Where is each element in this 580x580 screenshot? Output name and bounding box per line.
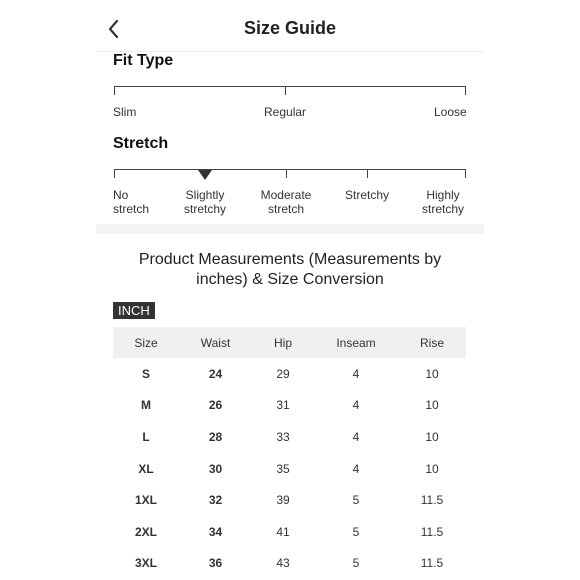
stretch-scale bbox=[114, 169, 466, 170]
cell-hip: 33 bbox=[276, 429, 290, 444]
table-row bbox=[113, 453, 466, 485]
cell-hip: 29 bbox=[276, 366, 290, 381]
cell-size: 2XL bbox=[134, 524, 157, 539]
cell-inseam: 4 bbox=[352, 398, 360, 413]
stretch-tick-1 bbox=[114, 169, 115, 178]
measurements-title: Product Measurements (Measurements by inches) & Size Conversion bbox=[138, 251, 442, 288]
stretch-option-stretchy: Stretchy bbox=[344, 188, 389, 202]
cell-size: S bbox=[141, 366, 150, 381]
cell-inseam: 4 bbox=[352, 429, 360, 444]
fit-type-scale bbox=[114, 86, 466, 87]
cell-size: M bbox=[141, 398, 151, 413]
table-row bbox=[113, 484, 466, 516]
stretch-option-no-stretch: No stretch bbox=[113, 188, 150, 216]
cell-hip: 31 bbox=[276, 398, 290, 413]
cell-size: XL bbox=[138, 461, 154, 476]
stretch-title: Stretch bbox=[113, 135, 169, 152]
page-title: Size Guide bbox=[243, 18, 337, 38]
cell-rise: 10 bbox=[425, 429, 439, 444]
column-header-rise: Rise bbox=[398, 327, 466, 358]
cell-hip: 35 bbox=[276, 461, 290, 476]
cell-inseam: 4 bbox=[352, 461, 360, 476]
column-header-hip: Hip bbox=[252, 327, 314, 358]
cell-rise: 11.5 bbox=[420, 524, 444, 539]
cell-waist: 24 bbox=[208, 366, 223, 381]
cell-waist: 34 bbox=[208, 524, 223, 539]
table-row bbox=[113, 358, 466, 390]
table-row bbox=[113, 421, 466, 453]
unit-badge[interactable]: INCH bbox=[113, 302, 155, 319]
cell-hip: 43 bbox=[276, 556, 290, 571]
cell-inseam: 4 bbox=[352, 366, 360, 381]
fit-label-loose: Loose bbox=[434, 105, 467, 119]
cell-waist: 30 bbox=[208, 461, 223, 476]
stretch-tick-4 bbox=[367, 169, 368, 178]
fit-label-slim: Slim bbox=[113, 105, 137, 119]
table-row bbox=[113, 516, 466, 548]
cell-hip: 39 bbox=[276, 493, 290, 508]
column-header-waist: Waist bbox=[179, 327, 252, 358]
fit-type-title: Fit Type bbox=[113, 52, 174, 69]
cell-rise: 11.5 bbox=[420, 556, 444, 571]
size-guide-screen bbox=[96, 0, 484, 580]
stretch-option-slightly-stretchy: Slightly stretchy bbox=[183, 188, 226, 216]
stretch-option-moderate-stretch: Moderate stretch bbox=[260, 188, 312, 216]
cell-rise: 10 bbox=[425, 366, 439, 381]
table-row bbox=[113, 548, 466, 580]
cell-hip: 41 bbox=[276, 524, 290, 539]
cell-size: L bbox=[142, 429, 150, 444]
size-table bbox=[113, 327, 466, 579]
section-divider bbox=[96, 224, 484, 234]
cell-size: 3XL bbox=[134, 556, 157, 571]
column-header-inseam: Inseam bbox=[314, 327, 398, 358]
column-header-size: Size bbox=[113, 327, 179, 358]
cell-size: 1XL bbox=[134, 493, 157, 508]
table-header-row bbox=[113, 327, 466, 358]
cell-rise: 10 bbox=[425, 398, 439, 413]
fit-tick-slim bbox=[114, 86, 115, 95]
selected-marker-icon bbox=[198, 170, 212, 180]
cell-rise: 10 bbox=[425, 461, 439, 476]
stretch-option-highly-stretchy: Highly stretchy bbox=[421, 188, 464, 216]
cell-waist: 26 bbox=[208, 398, 223, 413]
cell-waist: 32 bbox=[208, 493, 223, 508]
stretch-tick-5 bbox=[465, 169, 466, 178]
cell-rise: 11.5 bbox=[420, 493, 444, 508]
cell-inseam: 5 bbox=[352, 556, 360, 571]
cell-waist: 28 bbox=[208, 429, 223, 444]
cell-inseam: 5 bbox=[352, 524, 360, 539]
fit-tick-regular bbox=[285, 86, 286, 95]
stretch-tick-3 bbox=[286, 169, 287, 178]
fit-label-regular: Regular bbox=[264, 105, 307, 119]
fit-tick-loose bbox=[465, 86, 466, 95]
header-bar bbox=[96, 0, 484, 52]
cell-inseam: 5 bbox=[352, 493, 360, 508]
cell-waist: 36 bbox=[208, 556, 223, 571]
table-row bbox=[113, 390, 466, 422]
